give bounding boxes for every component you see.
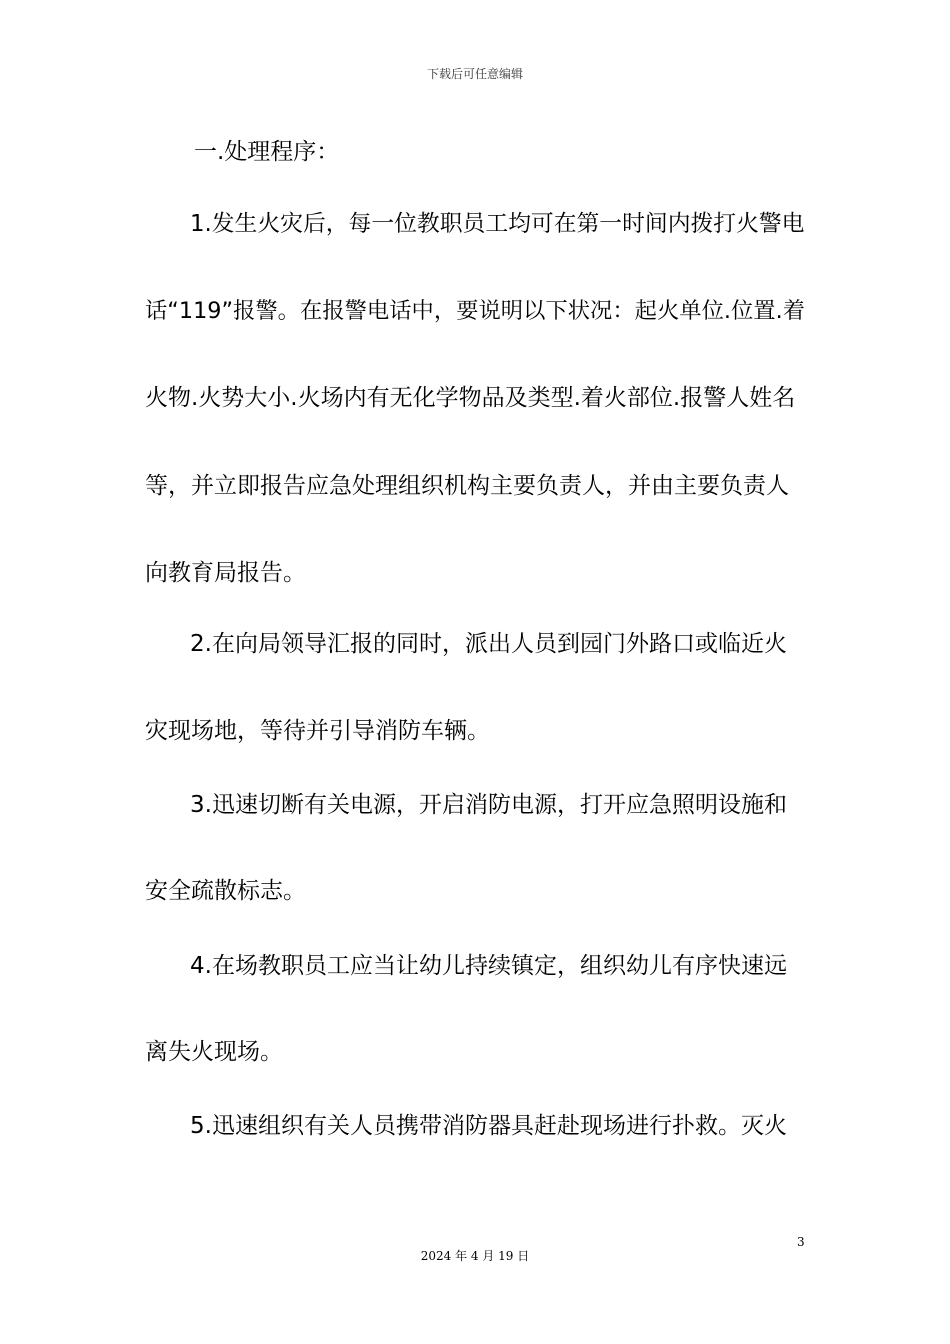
line-text: 2.在向局领导汇报的同时，派出人员到园门外路口或临近火 (190, 631, 787, 657)
line-text: 3.迅速切断有关电源，开启消防电源，打开应急照明设施和 (190, 792, 787, 818)
line-text: 安全疏散标志。 (145, 878, 306, 904)
line-text: 灾现场地，等待并引导消防车辆。 (145, 718, 490, 744)
line-text: 话“119”报警。在报警电话中，要说明以下状况：起火单位.位置.着 (145, 298, 806, 324)
line-text: 5.迅速组织有关人员携带消防器具赶赴现场进行扑救。灭火 (190, 1113, 787, 1139)
page-number: 3 (797, 1235, 805, 1249)
line-text: 离失火现场。 (145, 1039, 283, 1065)
footer-date: 2024 年 4 月 19 日 (420, 1249, 530, 1263)
line-text: 4.在场教职员工应当让幼儿持续镇定，组织幼儿有序快速远 (190, 953, 787, 979)
line-text: 1.发生火灾后，每一位教职员工均可在第一时间内拨打火警电 (190, 211, 805, 237)
line-text: 向教育局报告。 (145, 560, 306, 586)
header-note: 下载后可任意编辑 (426, 67, 523, 81)
line-text: 火物.火势大小.火场内有无化学物品及类型.着火部位.报警人姓名 (145, 385, 796, 411)
heading-text: 一.处理程序： (194, 139, 340, 165)
line-text: 等，并立即报告应急处理组织机构主要负责人，并由主要负责人 (145, 473, 789, 499)
